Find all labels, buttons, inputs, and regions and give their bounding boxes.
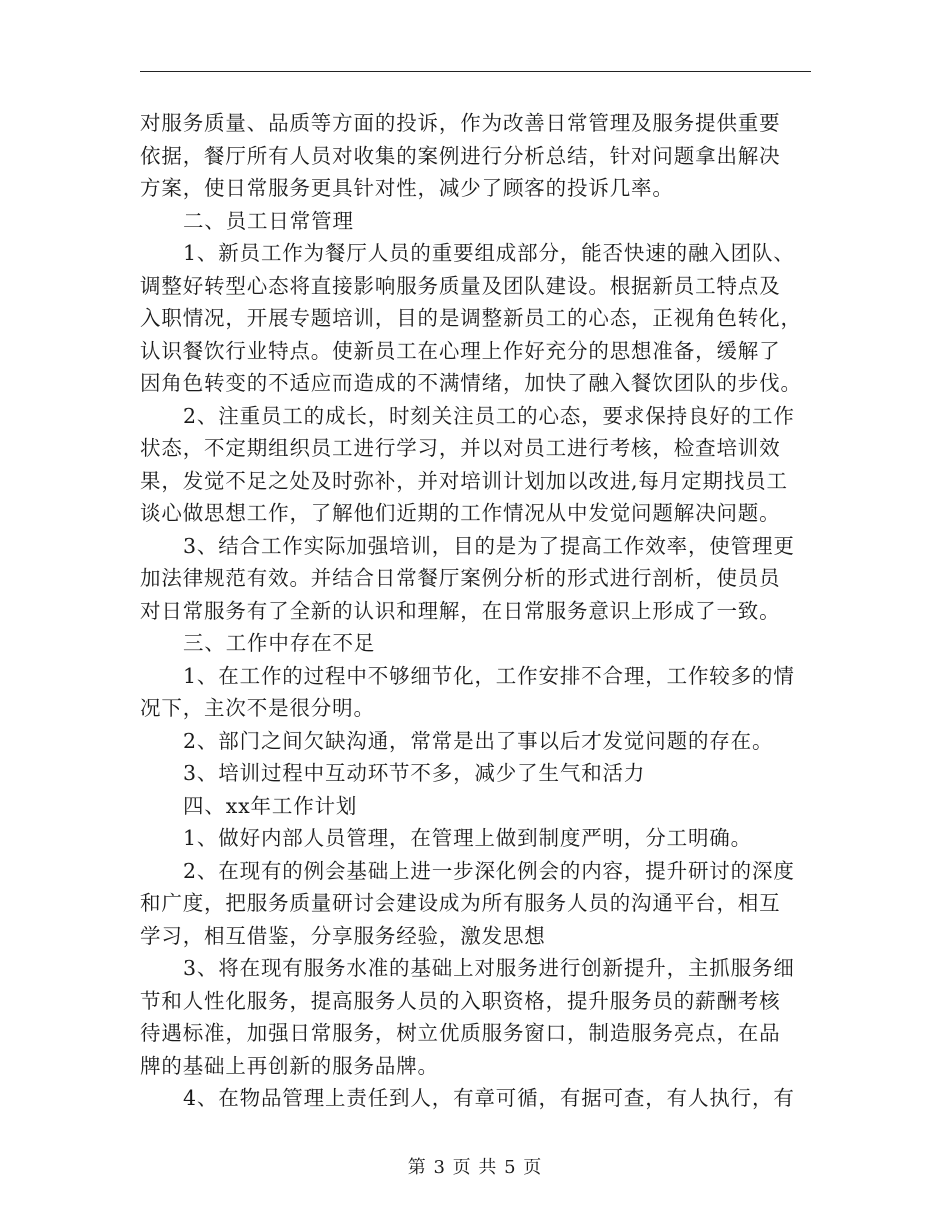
text-line: 节和人性化服务，提高服务人员的入职资格，提升服务员的薪酬考核	[140, 988, 781, 1013]
text-line: 状态，不定期组织员工进行学习，并以对员工进行考核，检查培训效	[140, 436, 781, 460]
text-line: 和广度，把服务质量研讨会建设成为所有服务人员的沟通平台，相互	[140, 891, 781, 915]
text-line: 三、工作中存在不足	[183, 631, 376, 655]
document-body	[140, 107, 811, 1115]
text-line: 4、在物品管理上责任到人，有章可循，有据可查，有人执行，有	[183, 1086, 795, 1110]
text-line: 方案，使日常服务更具针对性，减少了顾客的投诉几率。	[140, 176, 674, 200]
text-line: 3、将在现有服务水准的基础上对服务进行创新提升，主抓服务细	[183, 956, 795, 980]
text-line: 1、新员工作为餐厅人员的重要组成部分，能否快速的融入团队、	[183, 241, 795, 265]
text-line: 谈心做思想工作，了解他们近期的工作情况从中发觉问题解决问题。	[140, 501, 781, 525]
text-line: 因角色转变的不适应而造成的不满情绪，加快了融入餐饮团队的步伐。	[140, 371, 802, 395]
text-line: 1、做好内部人员管理，在管理上做到制度严明，分工明确。	[183, 826, 752, 850]
text-line: 2、部门之间欠缺沟通，常常是出了事以后才发觉问题的存在。	[183, 728, 774, 753]
text-line: 认识餐饮行业特点。使新员工在心理上作好充分的思想准备，缓解了	[140, 338, 781, 363]
text-line: 加法律规范有效。并结合日常餐厅案例分析的形式进行剖析，使员员	[140, 566, 781, 590]
text-line: 3、结合工作实际加强培训，目的是为了提高工作效率，使管理更	[183, 533, 795, 558]
page-footer: 第 3 页 共 5 页	[407, 1157, 543, 1178]
text-line: 1、在工作的过程中不够细节化，工作安排不合理，工作较多的情	[183, 663, 795, 688]
text-line: 2、注重员工的成长，时刻关注员工的心态，要求保持良好的工作	[183, 403, 795, 428]
text-line: 对日常服务有了全新的认识和理解，在日常服务意识上形成了一致。	[140, 598, 781, 623]
text-line: 果，发觉不足之处及时弥补，并对培训计划加以改进,每月定期找员工	[140, 468, 788, 493]
text-line: 牌的基础上再创新的服务品牌。	[140, 1053, 439, 1078]
text-line: 四、xx年工作计划	[183, 793, 358, 818]
text-line: 入职情况，开展专题培训，目的是调整新员工的心态，正视角色转化，	[140, 306, 802, 330]
text-line: 调整好转型心态将直接影响服务质量及团队建设。根据新员工特点及	[140, 273, 781, 298]
text-line: 对服务质量、品质等方面的投诉，作为改善日常管理及服务提供重要	[140, 111, 781, 135]
text-line: 待遇标准，加强日常服务，树立优质服务窗口，制造服务亮点，在品	[140, 1021, 781, 1045]
text-line: 依据，餐厅所有人员对收集的案例进行分析总结，针对问题拿出解决	[140, 143, 781, 168]
text-line: 二、员工日常管理	[183, 208, 354, 233]
text-line: 学习，相互借鉴，分享服务经验，激发思想	[140, 923, 546, 948]
text-line: 况下，主次不是很分明。	[140, 696, 375, 720]
text-line: 2、在现有的例会基础上进一步深化例会的内容，提升研讨的深度	[183, 858, 795, 883]
text-line: 3、培训过程中互动环节不多，减少了生气和活力	[183, 761, 646, 785]
header-rule	[140, 71, 811, 72]
